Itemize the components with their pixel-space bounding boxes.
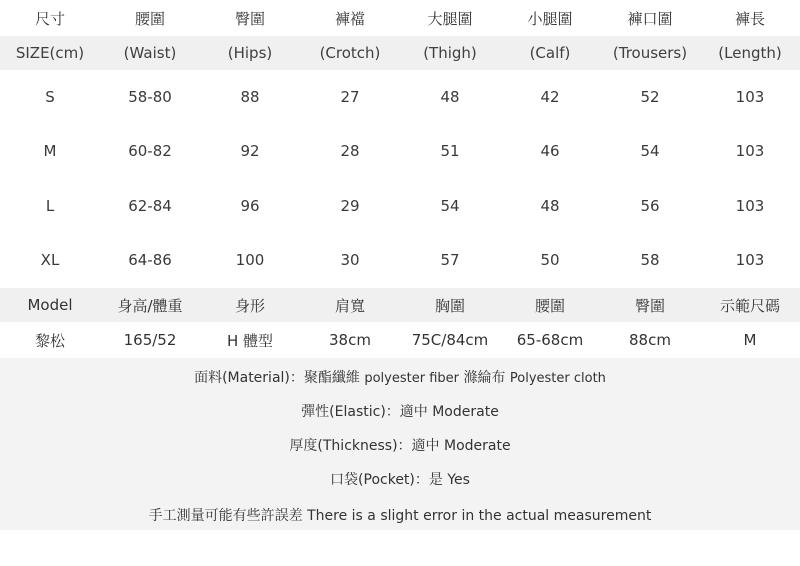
header-cn-trousers: 褲口圍	[627, 9, 673, 28]
model-shoulder: 38cm	[329, 331, 371, 349]
waist-cell: 62-84	[128, 197, 172, 215]
hips-cell: 88	[240, 88, 260, 106]
length-cell: 103	[735, 88, 765, 106]
header-en-crotch: (Crotch)	[319, 44, 381, 62]
model-hips: 88cm	[629, 331, 671, 349]
size-cell: M	[43, 142, 57, 160]
trousers-cell: 54	[640, 142, 660, 160]
model-header-model: Model	[27, 296, 73, 314]
table-row	[0, 124, 800, 178]
model-body-type: H 體型	[226, 331, 274, 350]
trousers-cell: 52	[640, 88, 660, 106]
model-header-bust: 胸圍	[434, 296, 465, 315]
pocket-note: 口袋(Pocket)：是 Yes	[330, 472, 470, 488]
material-en2: Polyester cloth	[509, 371, 606, 386]
elastic-note: 彈性(Elastic)：適中 Moderate	[301, 404, 499, 420]
size-cell: S	[45, 88, 55, 106]
size-header-en-row	[0, 36, 800, 70]
measurement-error-note: 手工測量可能有些許誤差 There is a slight error in the actual measurement	[148, 508, 652, 524]
thigh-cell: 54	[440, 197, 460, 215]
trousers-cell: 58	[640, 251, 660, 269]
model-header-height-weight: 身高/體重	[117, 296, 183, 315]
header-en-length: (Length)	[718, 44, 782, 62]
material-label: 面料(Material)：聚酯纖維	[194, 370, 360, 386]
hips-cell: 100	[235, 251, 265, 269]
header-cn-crotch: 褲襠	[334, 9, 365, 28]
header-en-size: SIZE(cm)	[15, 44, 85, 62]
waist-cell: 60-82	[128, 142, 172, 160]
model-name: 黎松	[34, 331, 65, 350]
length-cell: 103	[735, 197, 765, 215]
header-cn-hips: 臀圍	[234, 9, 265, 28]
trousers-cell: 56	[640, 197, 660, 215]
model-header-size-worn: 示範尺碼	[719, 296, 780, 315]
model-header-row	[0, 288, 800, 322]
size-header-cn-row	[0, 0, 800, 36]
model-height-weight: 165/52	[123, 331, 177, 349]
table-row	[0, 70, 800, 124]
thigh-cell: 51	[440, 142, 460, 160]
header-cn-length: 褲長	[734, 9, 765, 28]
hips-cell: 96	[240, 197, 260, 215]
header-cn-calf: 小腿圍	[527, 9, 573, 28]
size-cell: L	[45, 197, 55, 215]
model-size-worn: M	[743, 331, 757, 349]
model-header-waist: 腰圍	[534, 296, 565, 315]
model-row	[0, 322, 800, 358]
length-cell: 103	[735, 251, 765, 269]
header-en-waist: (Waist)	[123, 44, 177, 62]
thigh-cell: 57	[440, 251, 460, 269]
header-en-hips: (Hips)	[227, 44, 273, 62]
header-cn-thigh: 大腿圍	[427, 9, 473, 28]
crotch-cell: 29	[340, 197, 360, 215]
crotch-cell: 30	[340, 251, 360, 269]
header-en-thigh: (Thigh)	[423, 44, 477, 62]
waist-cell: 58-80	[128, 88, 172, 106]
calf-cell: 46	[540, 142, 560, 160]
model-header-hips: 臀圍	[634, 296, 665, 315]
crotch-cell: 27	[340, 88, 360, 106]
length-cell: 103	[735, 142, 765, 160]
crotch-cell: 28	[340, 142, 360, 160]
waist-cell: 64-86	[128, 251, 172, 269]
thigh-cell: 48	[440, 88, 460, 106]
table-row	[0, 179, 800, 233]
model-header-shoulder: 肩寬	[334, 296, 365, 315]
model-waist: 65-68cm	[516, 331, 584, 349]
thickness-note: 厚度(Thickness)：適中 Moderate	[289, 438, 511, 454]
header-cn-waist: 腰圍	[134, 9, 165, 28]
hips-cell: 92	[240, 142, 260, 160]
calf-cell: 48	[540, 197, 560, 215]
table-row	[0, 233, 800, 287]
fabric-notes-panel	[0, 358, 800, 530]
material-cn2: 滌綸布	[463, 370, 506, 386]
model-header-body-type: 身形	[234, 296, 265, 315]
header-en-trousers: (Trousers)	[612, 44, 688, 62]
material-en: polyester fiber	[364, 371, 459, 386]
size-cell: XL	[40, 251, 60, 269]
model-bust: 75C/84cm	[411, 331, 489, 349]
calf-cell: 50	[540, 251, 560, 269]
material-note	[0, 367, 800, 387]
header-en-calf: (Calf)	[529, 44, 571, 62]
header-cn-size: 尺寸	[34, 9, 65, 28]
calf-cell: 42	[540, 88, 560, 106]
